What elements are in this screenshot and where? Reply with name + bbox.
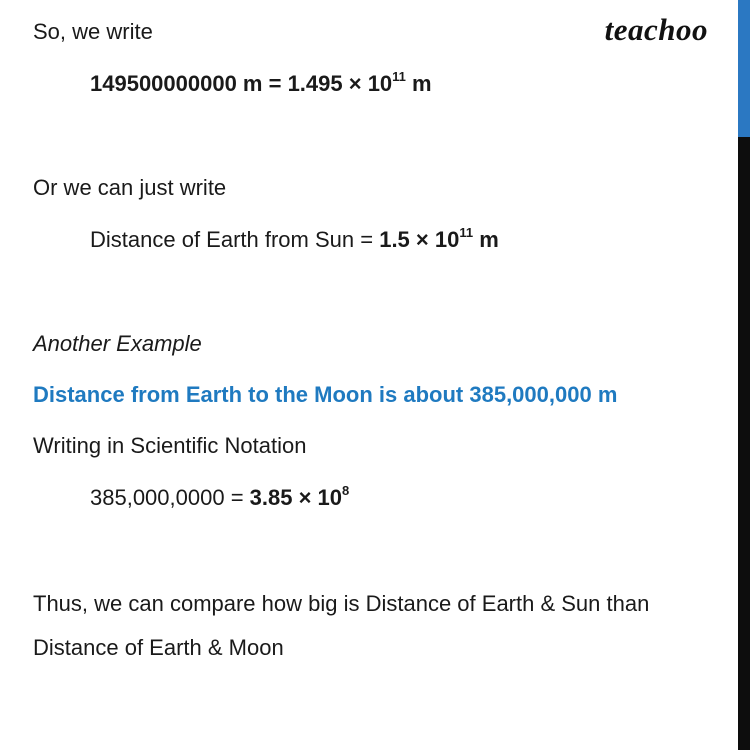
text-another-example: Another Example bbox=[33, 331, 202, 356]
equation-earth-sun-exact bbox=[90, 70, 432, 98]
heading-moon-distance: Distance from Earth to the Moon is about 385,000,000 m bbox=[33, 382, 618, 407]
equation-value: 3.85 × 10 bbox=[249, 485, 343, 510]
text-so-we-write: So, we write bbox=[33, 19, 153, 44]
equation-exponent: 8 bbox=[342, 482, 350, 498]
text-or-write: Or we can just write bbox=[33, 175, 227, 200]
text-thus-line1: Thus, we can compare how big is Distance of Earth & Sun than bbox=[33, 591, 650, 616]
equation-exponent: 11 bbox=[459, 224, 474, 240]
sidebar-bar bbox=[738, 0, 750, 750]
equation-earth-moon bbox=[90, 484, 349, 512]
equation-prefix: 385,000,0000 = bbox=[90, 485, 250, 510]
sidebar-accent bbox=[738, 0, 750, 137]
equation-exponent: 11 bbox=[392, 68, 406, 84]
equation-unit: m bbox=[473, 227, 499, 252]
equation-value: 1.5 × 10 bbox=[379, 227, 460, 252]
text-writing-notation: Writing in Scientific Notation bbox=[33, 433, 307, 458]
equation-unit: m bbox=[405, 71, 432, 96]
equation-prefix: Distance of Earth from Sun = bbox=[90, 227, 380, 252]
equation-earth-sun-rounded bbox=[90, 226, 499, 254]
text-thus-line2: Distance of Earth & Moon bbox=[33, 635, 284, 660]
teachoo-logo: teachoo bbox=[604, 12, 708, 47]
equation-lhs: 149500000000 m = 1.495 × 10 bbox=[90, 71, 393, 96]
